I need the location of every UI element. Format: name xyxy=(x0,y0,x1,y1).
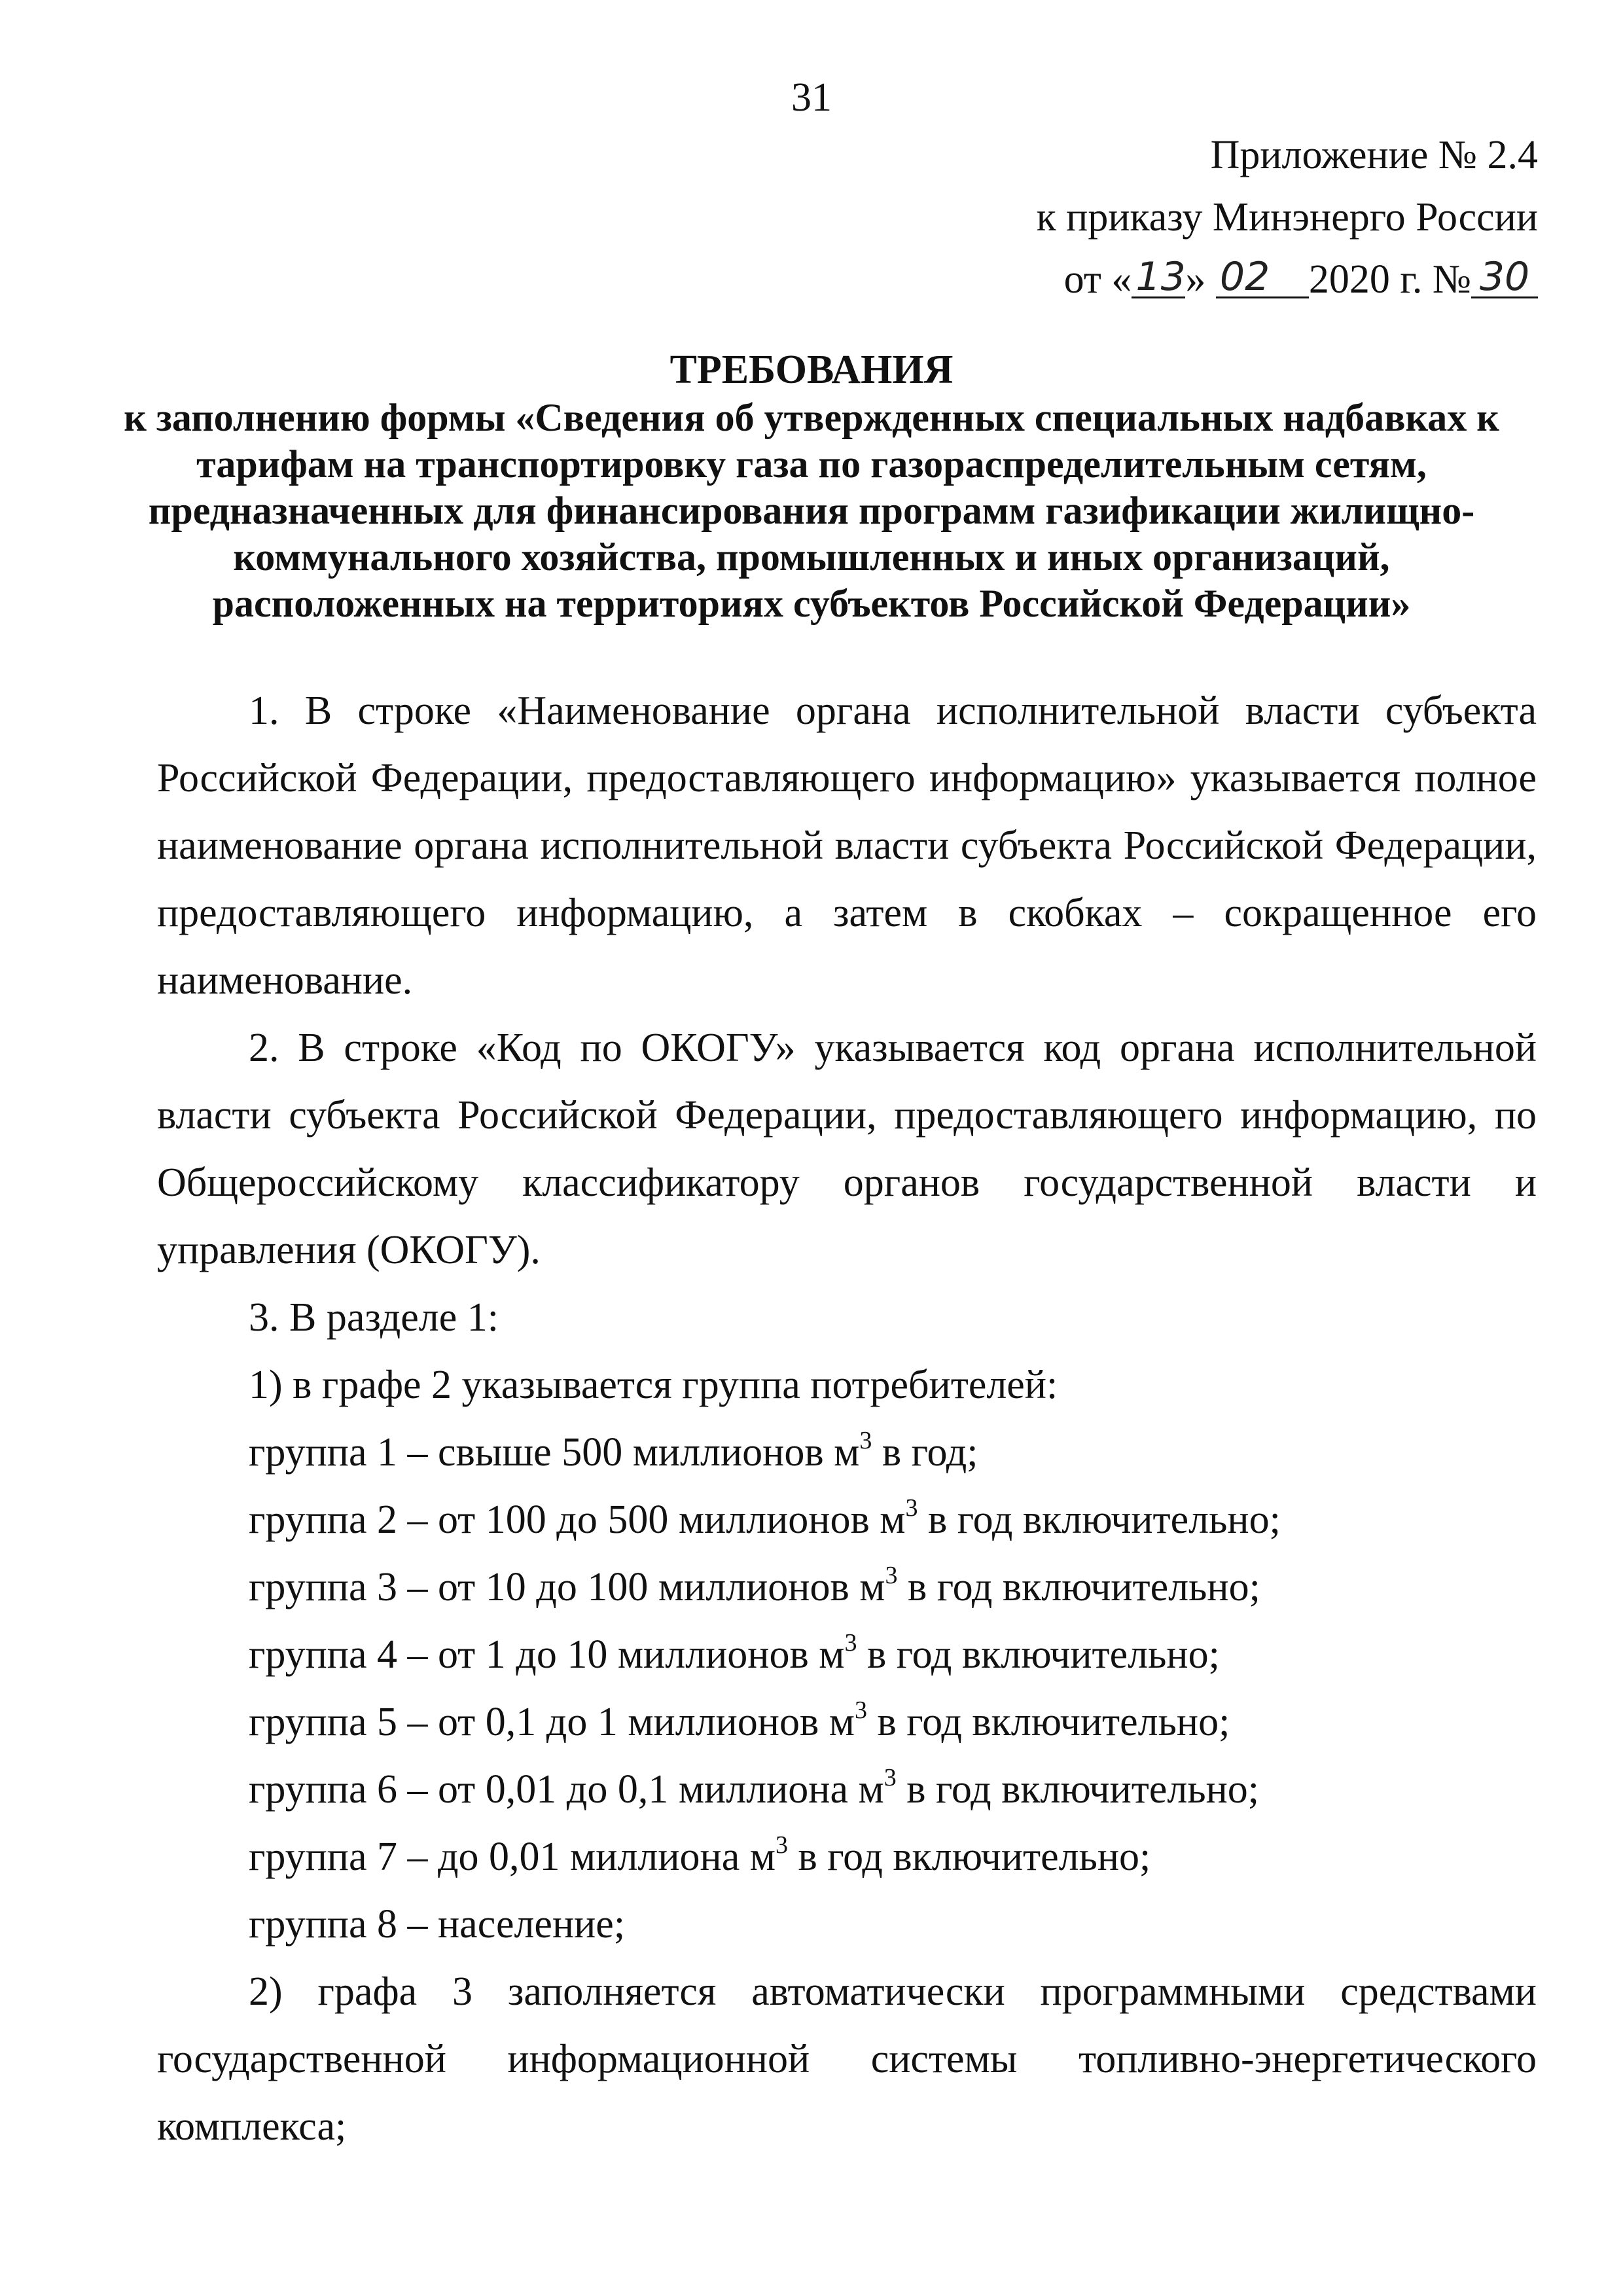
group-text: в год включительно; xyxy=(918,1498,1281,1542)
title-heading: ТРЕБОВАНИЯ xyxy=(669,348,954,392)
paragraph-3: 3. В разделе 1: xyxy=(249,1295,499,1340)
superscript: 3 xyxy=(885,1562,898,1590)
paragraph-3-2: 2) графа 3 заполняется автоматически программными средствами государственной информационной системы топливно-энергетического комплекса; xyxy=(157,1969,1537,2149)
superscript: 3 xyxy=(844,1629,857,1657)
group-text: группа 4 – от 1 до 10 миллионов м xyxy=(249,1632,845,1677)
group-text: группа 6 – от 0,01 до 0,1 миллиона м xyxy=(249,1767,884,1812)
appendix-header xyxy=(1037,124,1538,311)
paragraph-1: 1. В строке «Наименование органа исполнительной власти субъекта Российской Федерации, предоставляющего информацию» указывается полное наименование органа исполнительной власти субъекта Российской Федерации, предоставляющего информацию, а затем в скобках – сокращенное его наименование. xyxy=(157,689,1537,1003)
superscript: 3 xyxy=(905,1494,918,1522)
title-line: расположенных на территориях субъектов Российской Федерации» xyxy=(212,582,1411,625)
document-title xyxy=(98,347,1525,627)
group-text: группа 2 – от 100 до 500 миллионов м xyxy=(249,1498,906,1542)
group-text: группа 7 – до 0,01 миллиона м xyxy=(249,1835,776,1879)
year-text: 2020 г. № xyxy=(1308,257,1471,302)
date-mid: » xyxy=(1185,257,1206,302)
superscript: 3 xyxy=(775,1831,788,1859)
title-line: коммунального хозяйства, промышленных и иных организаций, xyxy=(233,535,1390,579)
superscript: 3 xyxy=(854,1696,867,1725)
group-text: в год включительно; xyxy=(857,1632,1220,1677)
group-item: группа 8 – население; xyxy=(249,1902,626,1946)
group-item xyxy=(157,1554,1537,1621)
group-text: в год; xyxy=(872,1430,978,1475)
date-prefix: от « xyxy=(1063,257,1132,302)
paragraph-2: 2. В строке «Код по ОКОГУ» указывается код органа исполнительной власти субъекта Российской Федерации, предоставляющего информацию, по Общероссийскому классификатору органов государственной власти и управления (ОКОГУ). xyxy=(157,1026,1537,1272)
group-item xyxy=(157,1823,1537,1891)
group-item xyxy=(157,1689,1537,1756)
group-text: группа 1 – свыше 500 миллионов м xyxy=(249,1430,860,1475)
handwritten-day: 13 xyxy=(1132,257,1185,298)
appendix-order-ref: к приказу Минэнерго России xyxy=(1036,195,1538,240)
group-text: группа 3 – от 10 до 100 миллионов м xyxy=(249,1565,885,1609)
group-text: в год включительно; xyxy=(866,1700,1230,1744)
group-item xyxy=(157,1486,1537,1554)
group-item xyxy=(157,1419,1537,1486)
group-text: в год включительно; xyxy=(897,1565,1260,1609)
superscript: 3 xyxy=(883,1764,897,1792)
title-line: предназначенных для финансирования программ газификации жилищно- xyxy=(148,489,1475,532)
handwritten-month: 02 xyxy=(1216,257,1309,298)
appendix-date-line xyxy=(1037,249,1538,311)
paragraph-3-1: 1) в графе 2 указывается группа потребителей: xyxy=(249,1363,1058,1407)
page-number: 31 xyxy=(791,75,832,120)
group-text: в год включительно; xyxy=(787,1835,1151,1879)
title-line: тарифам на транспортировку газа по газораспределительным сетям, xyxy=(196,442,1427,486)
document-body xyxy=(157,677,1537,2161)
group-text: группа 5 – от 0,1 до 1 миллионов м xyxy=(249,1700,855,1744)
group-text: в год включительно; xyxy=(896,1767,1260,1812)
superscript: 3 xyxy=(859,1427,872,1455)
group-item xyxy=(157,1621,1537,1689)
title-line: к заполнению формы «Сведения об утвержденных специальных надбавках к xyxy=(124,396,1499,439)
group-item xyxy=(157,1756,1537,1823)
appendix-number: Приложение № 2.4 xyxy=(1210,133,1538,177)
handwritten-order-number: 30 xyxy=(1471,257,1538,298)
